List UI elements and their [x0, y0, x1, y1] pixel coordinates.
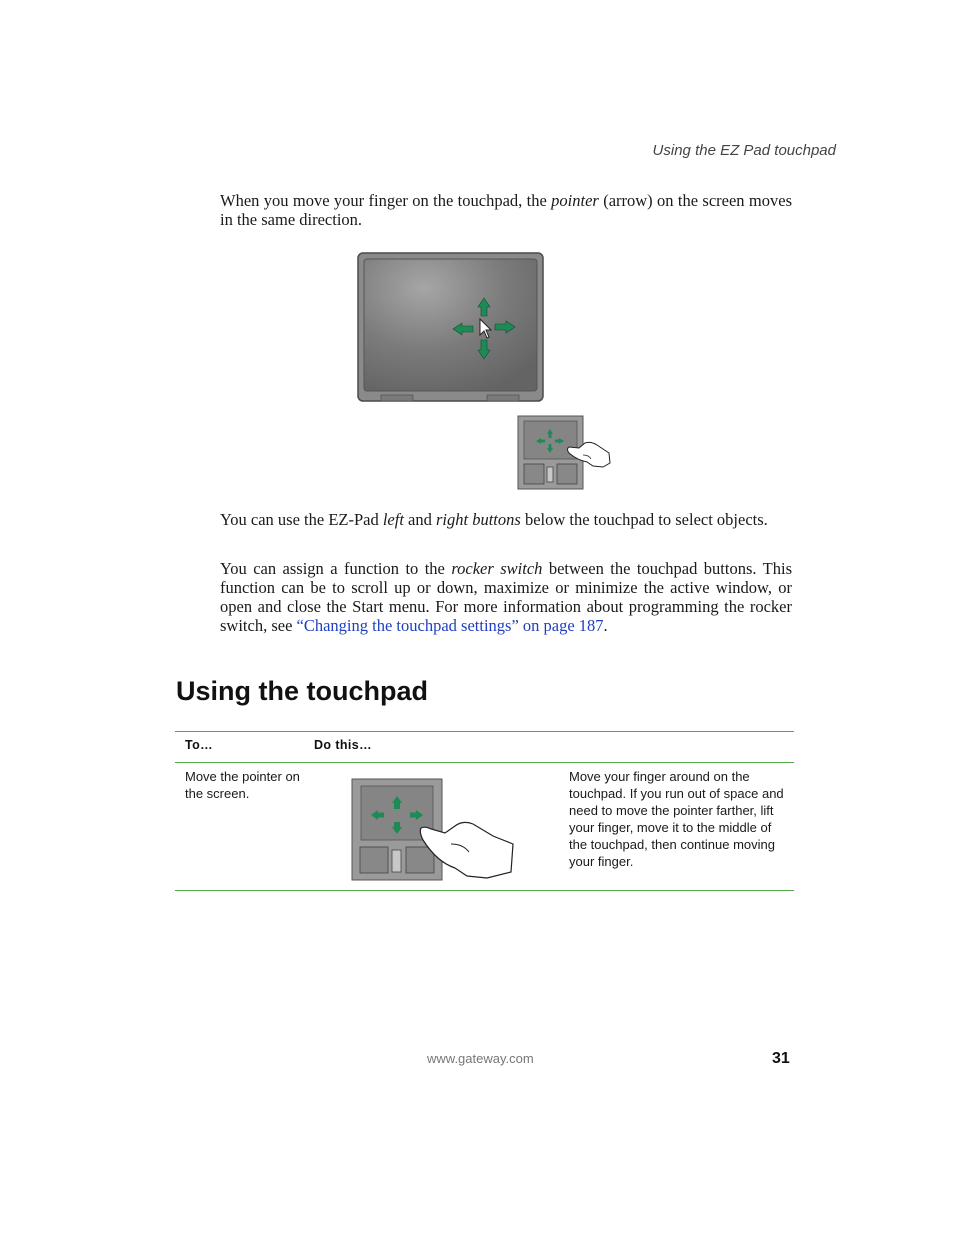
running-header: Using the EZ Pad touchpad — [652, 142, 836, 159]
table-bottom-rule — [175, 890, 794, 891]
screen-illustration — [357, 252, 547, 404]
table-touchpad-illustration — [351, 778, 517, 884]
text: You can assign a function to the — [220, 559, 452, 578]
touchpad-illustration — [517, 415, 613, 491]
text: below the touchpad to select objects. — [520, 510, 768, 529]
link-touchpad-settings[interactable]: “Changing the touchpad settings” on page 187 — [296, 616, 604, 635]
page-number: 31 — [772, 1050, 790, 1067]
table-header-rule — [175, 762, 794, 763]
term-left: left — [382, 510, 404, 529]
term-rocker-switch: rocker switch — [451, 559, 543, 578]
paragraph-rocker-switch — [220, 559, 792, 635]
term-right-buttons: right buttons — [436, 510, 521, 529]
table-top-rule — [175, 731, 794, 732]
section-title: Using the touchpad — [176, 676, 428, 706]
text: (arrow) on the screen moves in the same direction. — [220, 191, 792, 229]
table-cell-do: Move your finger around on the touchpad. If you run out of space and need to move the pointer farther, lift your finger, move it to the middle of the touchpad, then continue moving your finger. — [569, 769, 784, 869]
text: You can use the EZ-Pad — [220, 510, 383, 529]
table-header-do: Do this… — [314, 738, 373, 752]
text: When you move your finger on the touchpad, the — [220, 191, 552, 210]
footer-url[interactable]: www.gateway.com — [427, 1051, 534, 1066]
text: . — [603, 616, 608, 635]
term-pointer: pointer — [551, 191, 599, 210]
text: and — [403, 510, 436, 529]
table-header-to: To… — [185, 738, 214, 752]
text: between the touchpad buttons. This function can be to scroll up or down, maximize or minimize the active window, or open and close the Start menu. For more information about programming the rocker switch, see — [220, 559, 792, 635]
paragraph-buttons — [220, 510, 792, 529]
paragraph-pointer — [220, 191, 792, 229]
table-cell-to: Move the pointer on the screen. — [185, 769, 300, 801]
